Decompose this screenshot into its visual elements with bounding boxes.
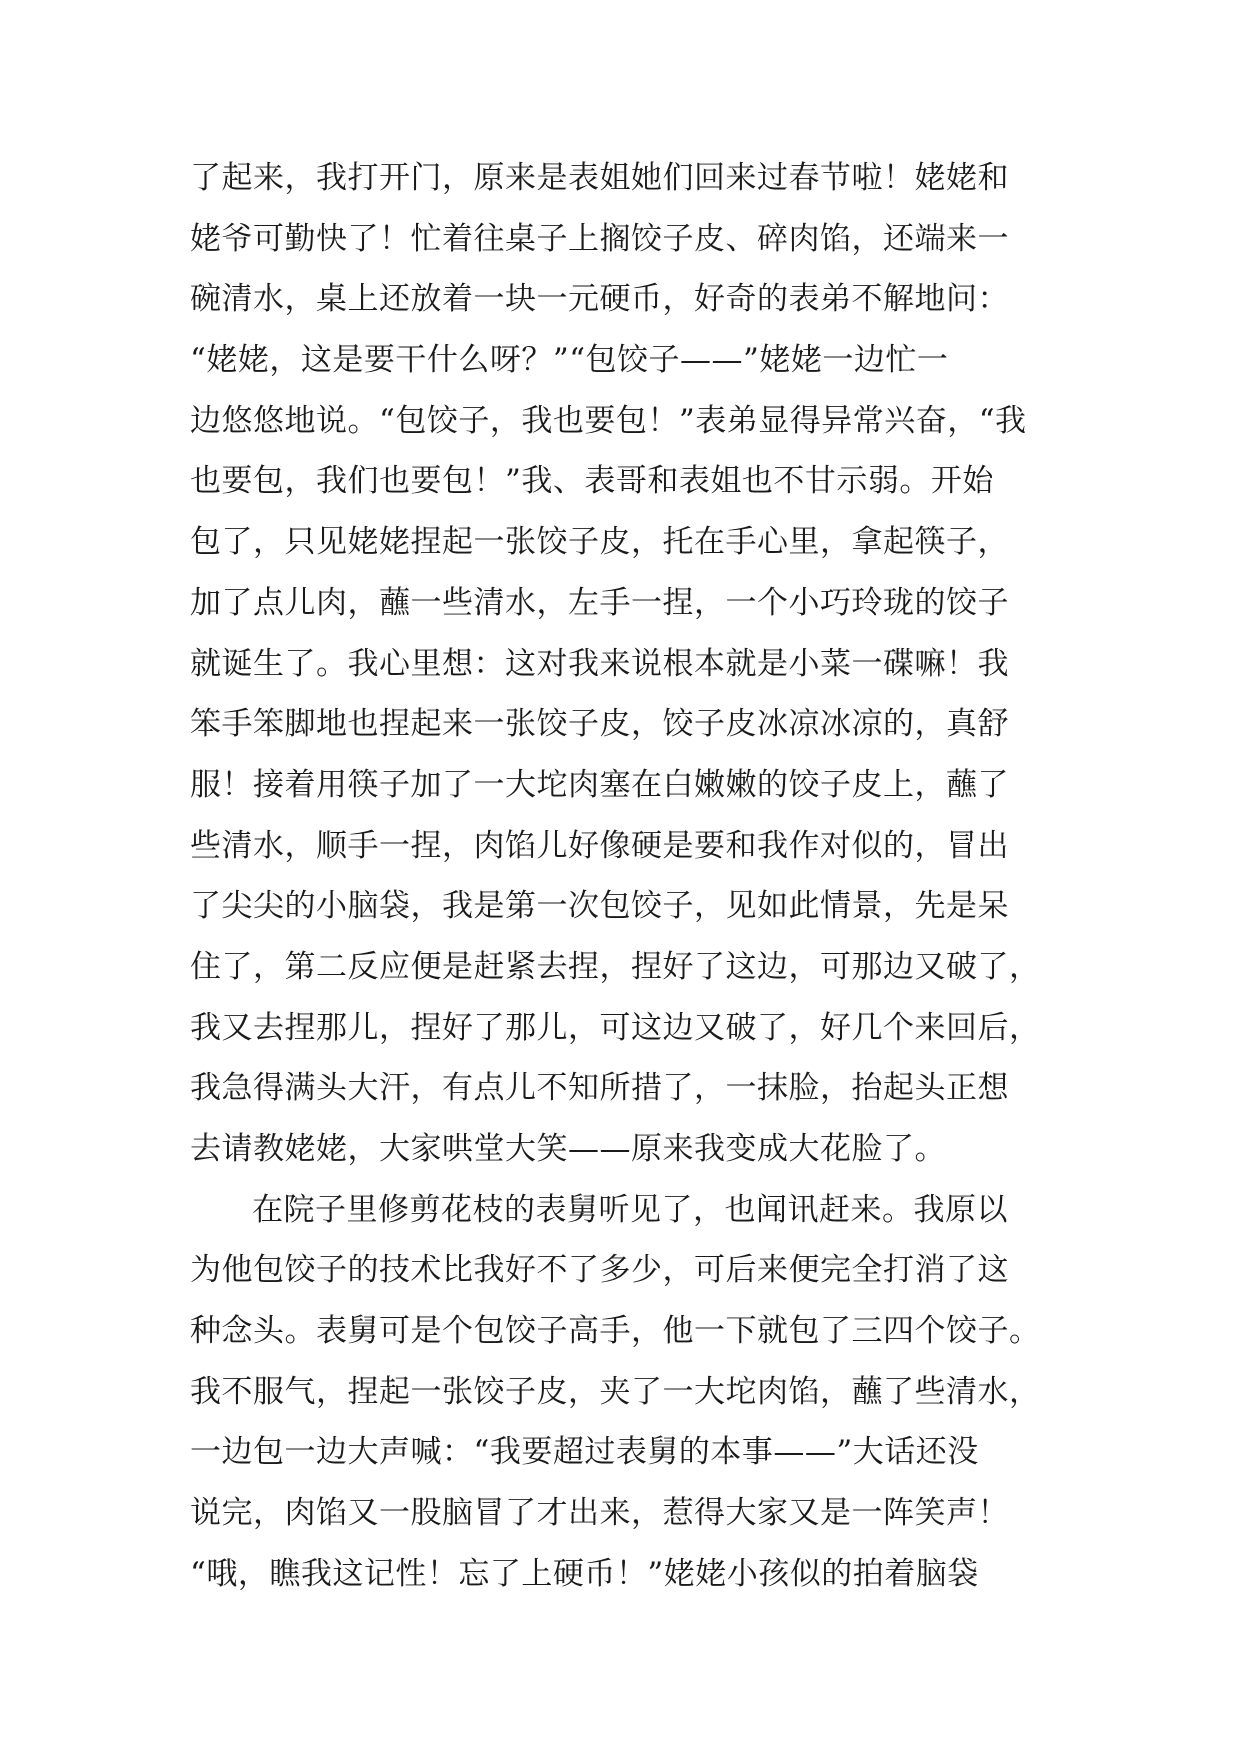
text-line: 姥爷可勤快了！忙着往桌子上搁饺子皮、碎肉馅，还端来一 bbox=[190, 220, 1009, 257]
text-line: 也要包，我们也要包！”我、表哥和表姐也不甘示弱。开始 bbox=[190, 463, 994, 500]
text-line: 笨手笨脚地也捏起来一张饺子皮，饺子皮冰凉冰凉的，真舒 bbox=[190, 706, 1009, 743]
text-line: 我急得满头大汗，有点儿不知所措了，一抹脸，抬起头正想 bbox=[190, 1070, 1009, 1107]
text-line: “哦，瞧我这记性！忘了上硬币！”姥姥小孩似的拍着脑袋 bbox=[190, 1555, 979, 1592]
text-line: 住了，第二反应便是赶紧去捏，捏好了这边，可那边又破了， bbox=[190, 948, 1041, 985]
text-line: 种念头。表舅可是个包饺子高手，他一下就包了三四个饺子。 bbox=[190, 1313, 1041, 1350]
text-line: 了起来，我打开门，原来是表姐她们回来过春节啦！姥姥和 bbox=[190, 160, 1009, 196]
body-text bbox=[190, 148, 1060, 1605]
text-line: 些清水，顺手一捏，肉馅儿好像硬是要和我作对似的，冒出 bbox=[190, 827, 1009, 864]
text-line: 去请教姥姥，大家哄堂大笑——原来我变成大花脸了。 bbox=[190, 1131, 946, 1167]
text-line: 了尖尖的小脑袋，我是第一次包饺子，见如此情景，先是呆 bbox=[190, 888, 1009, 925]
text-line: 碗清水，桌上还放着一块一元硬币，好奇的表弟不解地问： bbox=[190, 281, 1009, 318]
text-line: “姥姥，这是要干什么呀？”“包饺子——”姥姥一边忙一 bbox=[190, 342, 949, 379]
text-line: 边悠悠地说。“包饺子，我也要包！”表弟显得异常兴奋，“我 bbox=[190, 402, 1027, 439]
text-line: 加了点儿肉，蘸一些清水，左手一捏，一个小巧玲珑的饺子 bbox=[190, 584, 1009, 621]
text-line: 说完，肉馅又一股脑冒了才出来，惹得大家又是一阵笑声！ bbox=[190, 1495, 1009, 1532]
text-line: 包了，只见姥姥捏起一张饺子皮，托在手心里，拿起筷子， bbox=[190, 524, 1009, 561]
text-line: 服！接着用筷子加了一大坨肉塞在白嫩嫩的饺子皮上，蘸了 bbox=[190, 766, 1009, 803]
text-line: 我不服气，捏起一张饺子皮，夹了一大坨肉馅，蘸了些清水， bbox=[190, 1373, 1041, 1410]
text-line: 就诞生了。我心里想：这对我来说根本就是小菜一碟嘛！我 bbox=[190, 645, 1009, 682]
text-line: 为他包饺子的技术比我好不了多少，可后来便完全打消了这 bbox=[190, 1252, 1009, 1289]
text-line: 一边包一边大声喊：“我要超过表舅的本事——”大话还没 bbox=[190, 1434, 979, 1471]
paragraph-start-line: 在院子里修剪花枝的表舅听见了，也闻讯赶来。我原以 bbox=[252, 1191, 1008, 1228]
text-line: 我又去捏那儿，捏好了那儿，可这边又破了，好几个来回后， bbox=[190, 1009, 1041, 1046]
